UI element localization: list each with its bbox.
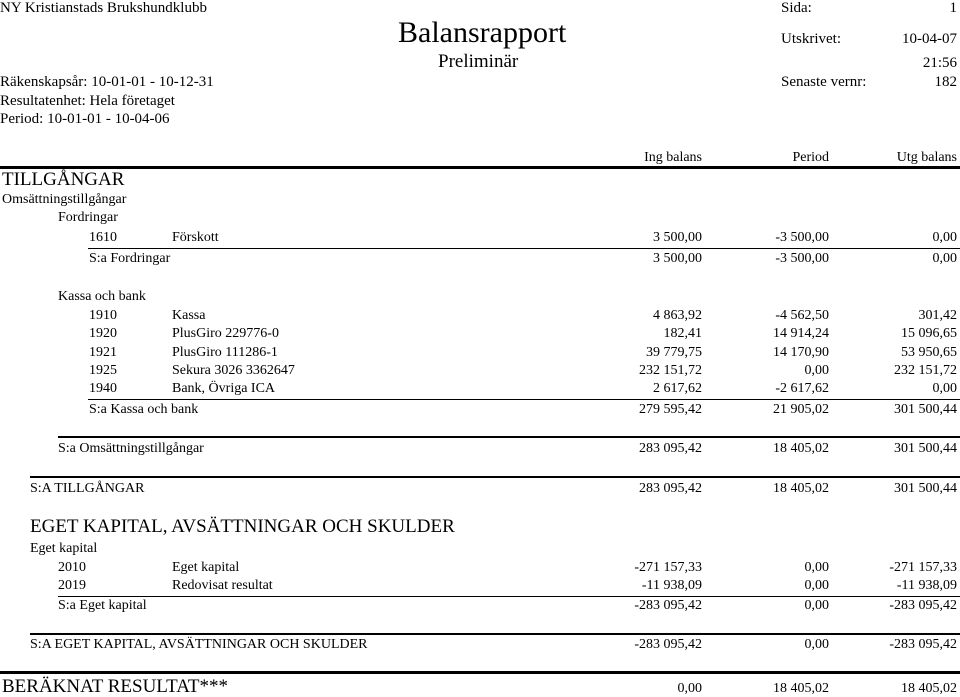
calculated-result-label: BERÄKNAT RESULTAT*** — [2, 676, 228, 697]
period-amount: 14 170,90 — [773, 345, 829, 360]
printed-date: 10-04-07 — [902, 31, 957, 47]
company-name: NY Kristianstads Brukshundklubb — [0, 0, 207, 16]
col-header-ing: Ing balans — [644, 150, 702, 165]
period-amount: 0,00 — [804, 598, 829, 613]
section-total-label: S:A EGET KAPITAL, AVSÄTTNINGAR OCH SKULDER — [30, 637, 368, 652]
period-amount: 0,00 — [804, 363, 829, 378]
printed-label: Utskrivet: — [781, 31, 841, 47]
account-name: Förskott — [172, 230, 219, 245]
report-title: Balansrapport — [398, 16, 567, 49]
table-row — [0, 380, 960, 398]
table-row — [0, 362, 960, 380]
ing-balance: -283 095,42 — [634, 598, 702, 613]
header-rule — [0, 166, 960, 169]
account-number: 2019 — [58, 578, 86, 593]
ing-balance: 39 779,75 — [646, 345, 702, 360]
ing-balance: 0,00 — [677, 681, 702, 696]
subtotal-rule — [88, 248, 960, 249]
utg-balance: 301 500,44 — [894, 481, 957, 496]
table-row — [0, 344, 960, 362]
subtotal-rule — [88, 399, 960, 400]
table-row — [0, 325, 960, 343]
period-amount: 0,00 — [804, 578, 829, 593]
group-total-rule — [58, 436, 960, 438]
printed-time: 21:56 — [922, 55, 957, 71]
ing-balance: -283 095,42 — [634, 637, 702, 652]
period-amount: -3 500,00 — [775, 251, 829, 266]
account-name: Eget kapital — [172, 560, 240, 575]
utg-balance: 0,00 — [932, 251, 957, 266]
account-name: Bank, Övriga ICA — [172, 381, 276, 396]
table-row — [0, 559, 960, 577]
utg-balance: -283 095,42 — [889, 637, 957, 652]
table-row — [0, 229, 960, 247]
col-header-period: Period — [792, 150, 829, 165]
group-total-label: S:a Omsättningstillgångar — [58, 441, 204, 456]
period-amount: 18 405,02 — [773, 681, 829, 696]
page-number: 1 — [949, 0, 957, 16]
result-rule — [0, 671, 960, 674]
period-amount: 21 905,02 — [773, 402, 829, 417]
period-amount: 0,00 — [804, 560, 829, 575]
utg-balance: 15 096,65 — [901, 326, 957, 341]
period-amount: 18 405,02 — [773, 481, 829, 496]
cash-bank-heading: Kassa och bank — [58, 289, 146, 304]
ing-balance: 182,41 — [663, 326, 702, 341]
subtotal-label: S:a Fordringar — [89, 251, 171, 266]
subtotal-row — [0, 597, 960, 615]
utg-balance: -283 095,42 — [889, 598, 957, 613]
last-ver-number: 182 — [934, 74, 957, 90]
section-total-row — [0, 480, 960, 498]
subtotal-row — [0, 401, 960, 419]
ing-balance: 3 500,00 — [653, 251, 702, 266]
account-number: 1921 — [89, 345, 117, 360]
utg-balance: 301 500,44 — [894, 402, 957, 417]
account-number: 1925 — [89, 363, 117, 378]
table-row — [0, 307, 960, 325]
period-range: Period: 10-01-01 - 10-04-06 — [0, 111, 170, 127]
utg-balance: 53 950,65 — [901, 345, 957, 360]
period-amount: -4 562,50 — [775, 308, 829, 323]
subtotal-label: S:a Kassa och bank — [89, 402, 199, 417]
utg-balance: 0,00 — [932, 230, 957, 245]
account-number: 1910 — [89, 308, 117, 323]
page-label: Sida: — [781, 0, 812, 16]
equity-group-heading: Eget kapital — [30, 541, 98, 556]
ing-balance: 232 151,72 — [639, 363, 702, 378]
section-total-rule — [30, 633, 960, 635]
account-number: 1610 — [89, 230, 117, 245]
ing-balance: -11 938,09 — [641, 578, 702, 593]
period-amount: -2 617,62 — [775, 381, 829, 396]
account-number: 1940 — [89, 381, 117, 396]
subtotal-label: S:a Eget kapital — [58, 598, 147, 613]
account-name: Redovisat resultat — [172, 578, 273, 593]
utg-balance: 232 151,72 — [894, 363, 957, 378]
ing-balance: 283 095,42 — [639, 441, 702, 456]
utg-balance: -11 938,09 — [896, 578, 957, 593]
section-total-rule — [30, 476, 960, 478]
col-header-utg: Utg balans — [896, 150, 957, 165]
equity-heading: EGET KAPITAL, AVSÄTTNINGAR OCH SKULDER — [30, 516, 455, 537]
group-total-row — [0, 440, 960, 458]
ing-balance: 279 595,42 — [639, 402, 702, 417]
ing-balance: 2 617,62 — [653, 381, 702, 396]
ing-balance: 3 500,00 — [653, 230, 702, 245]
current-assets-heading: Omsättningstillgångar — [2, 192, 127, 207]
last-ver-label: Senaste vernr: — [781, 74, 867, 90]
account-name: PlusGiro 229776-0 — [172, 326, 279, 341]
utg-balance: 301,42 — [918, 308, 957, 323]
fiscal-year: Räkenskapsår: 10-01-01 - 10-12-31 — [0, 74, 214, 90]
utg-balance: 301 500,44 — [894, 441, 957, 456]
account-number: 1920 — [89, 326, 117, 341]
ing-balance: 283 095,42 — [639, 481, 702, 496]
utg-balance: -271 157,33 — [889, 560, 957, 575]
account-number: 2010 — [58, 560, 86, 575]
ing-balance: 4 863,92 — [653, 308, 702, 323]
period-amount: 18 405,02 — [773, 441, 829, 456]
ing-balance: -271 157,33 — [634, 560, 702, 575]
section-total-row — [0, 636, 960, 654]
section-total-label: S:A TILLGÅNGAR — [30, 481, 145, 496]
receivables-heading: Fordringar — [58, 210, 118, 225]
period-amount: 0,00 — [804, 637, 829, 652]
account-name: Kassa — [172, 308, 206, 323]
period-amount: -3 500,00 — [775, 230, 829, 245]
table-row — [0, 577, 960, 595]
subtotal-row — [0, 250, 960, 268]
assets-heading: TILLGÅNGAR — [2, 169, 125, 190]
period-amount: 14 914,24 — [773, 326, 829, 341]
report-subtitle: Preliminär — [438, 51, 519, 72]
utg-balance: 18 405,02 — [901, 681, 957, 696]
utg-balance: 0,00 — [932, 381, 957, 396]
result-unit: Resultatenhet: Hela företaget — [0, 93, 175, 109]
account-name: PlusGiro 111286-1 — [172, 345, 278, 360]
account-name: Sekura 3026 3362647 — [172, 363, 295, 378]
